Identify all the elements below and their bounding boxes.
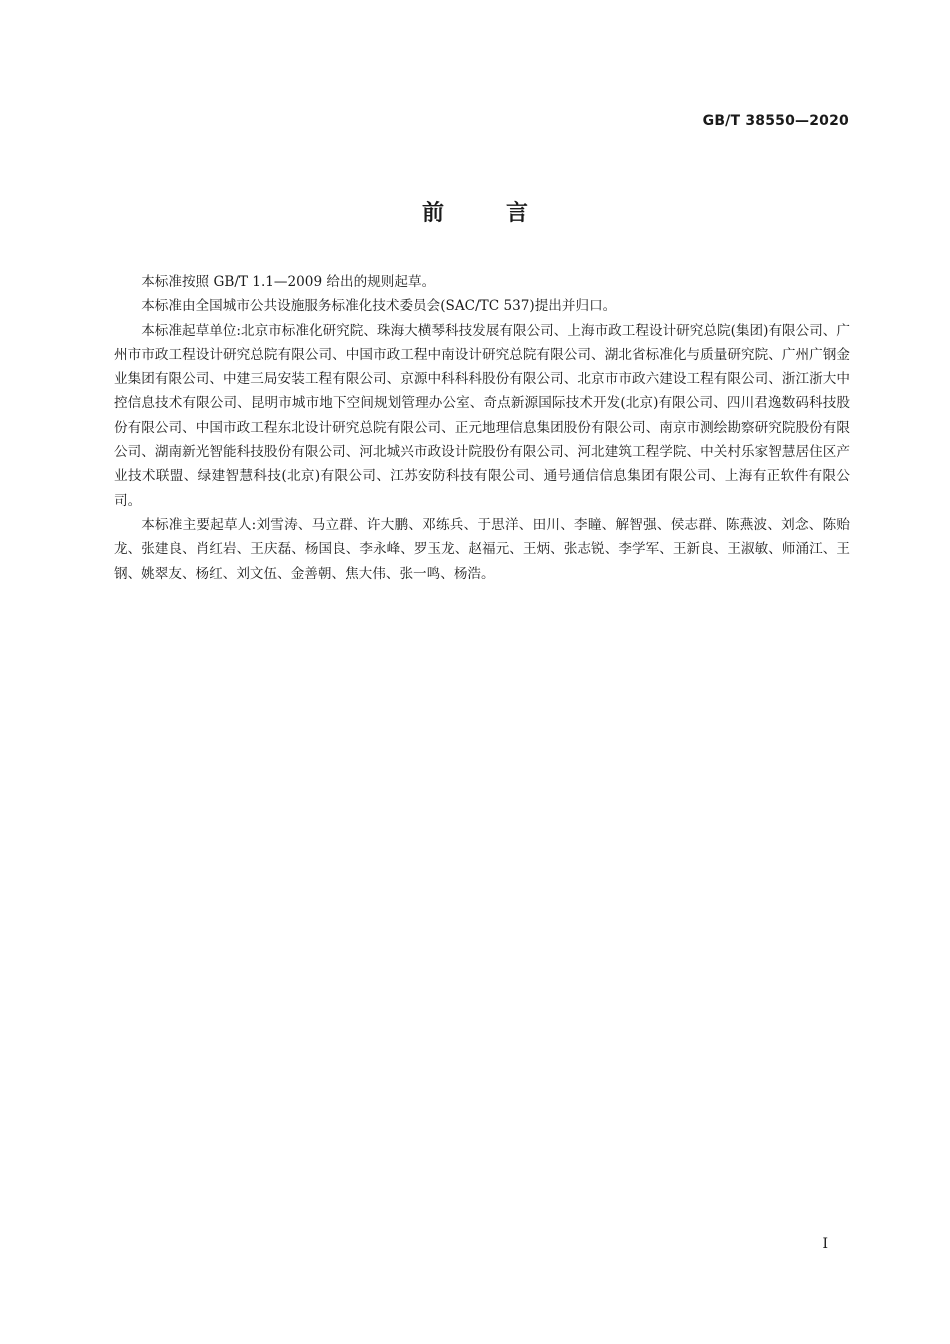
page-title: 前言 xyxy=(421,201,590,226)
paragraph-drafting-units: 本标准起草单位:北京市标准化研究院、珠海大横琴科技发展有限公司、上海市政工程设计研究总院(集团)有限公司、广州市市政工程设计研究总院有限公司、中国市政工程中南设计研究总院有限公司、湖北省标准化与质量研究院、广州广钢金业集团有限公司、中建三局安装工程有限公司、京源中科科科股份有限公司、北京市市政六建设工程有限公司、浙江浙大中控信息技术有限公司、昆明市城市地下空间规划管理办公室、奇点新源国际技术开发(北京)有限公司、四川君逸数码科技股份有限公司、中国市政工程东北设计研究总院有限公司、正元地理信息集团股份有限公司、南京市测绘勘察研究院股份有限公司、湖南新光智能科技股份有限公司、河北城兴市政设计院股份有限公司、河北建筑工程学院、中关村乐家智慧居住区产业技术联盟、绿建智慧科技(北京)有限公司、江苏安防科技有限公司、通号通信信息集团有限公司、上海有正软件有限公司。 xyxy=(114,322,850,509)
page-number: I xyxy=(822,1236,828,1252)
foreword-body xyxy=(114,270,850,586)
standard-number: GB/T 38550—2020 xyxy=(702,113,849,129)
paragraph-proposer: 本标准由全国城市公共设施服务标准化技术委员会(SAC/TC 537)提出并归口。 xyxy=(141,298,617,315)
paragraph-drafting-rules: 本标准按照 GB/T 1.1—2009 给出的规则起草。 xyxy=(141,274,436,290)
paragraph-drafters: 本标准主要起草人:刘雪涛、马立群、许大鹏、邓练兵、于思洋、田川、李瞳、解智强、侯志群、陈燕波、刘念、陈贻龙、张建良、肖红岩、王庆磊、杨国良、李永峰、罗玉龙、赵福元、王炳、张志锐、李学军、王新良、王淑敏、师涌江、王钢、姚翠友、杨红、刘文伍、金善朝、焦大伟、张一鸣、杨浩。 xyxy=(114,516,850,582)
